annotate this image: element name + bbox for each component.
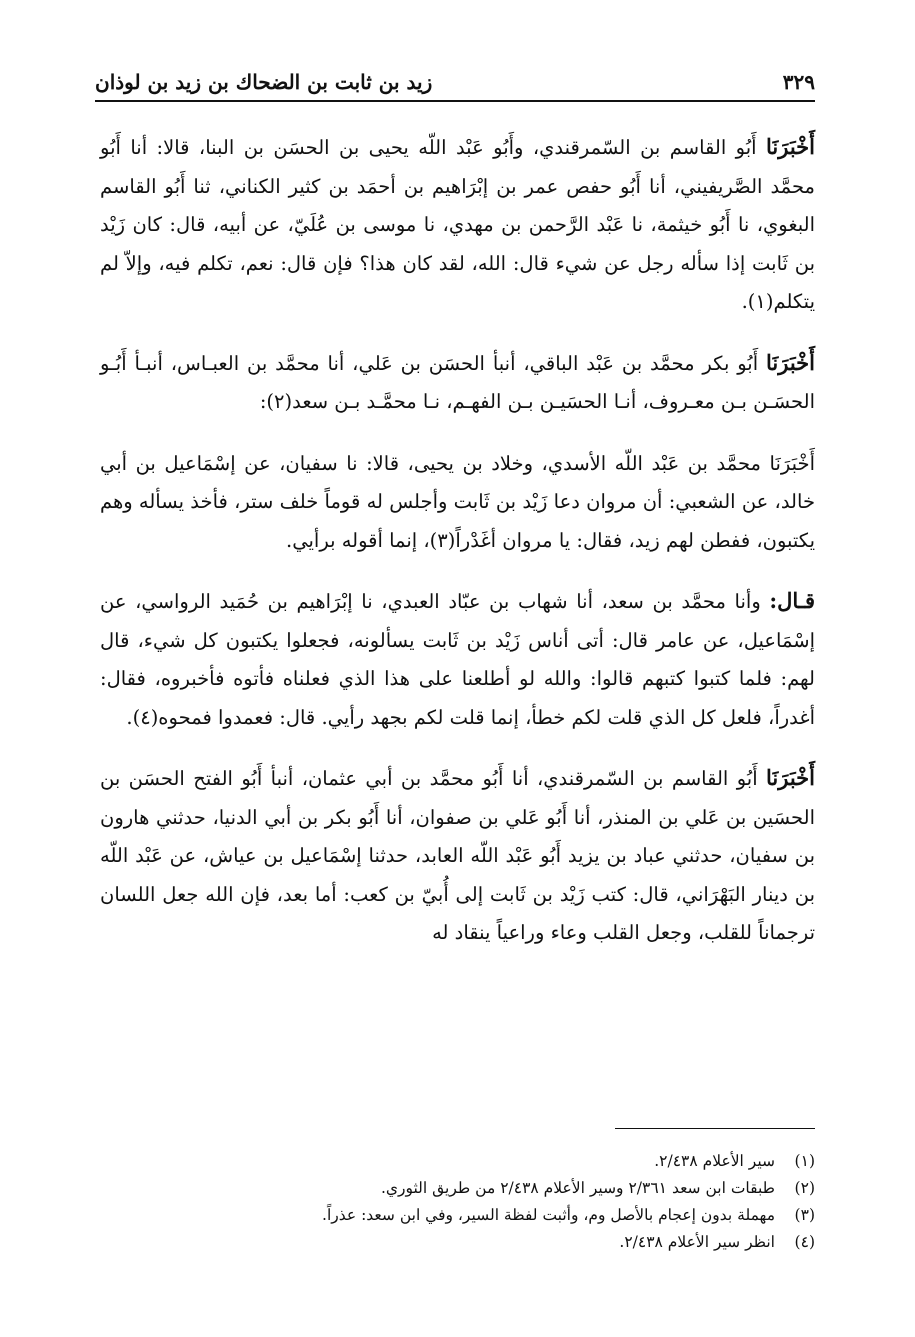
footnote-text: سير الأعلام ٢/٤٣٨. <box>654 1152 775 1170</box>
paragraph-3 <box>100 444 815 561</box>
running-header <box>95 58 815 102</box>
paragraph-1 <box>100 128 815 322</box>
footnote-1 <box>100 1148 815 1175</box>
paragraph-text: وأنا محمَّد بن سعد، أنا شهاب بن عبّاد العبدي، نا إبْرَاهيم بن حُمَيد الرواسي، عن إسْمَاعيل، عن عامر قال: أتى أناس زَيْد بن ثَابت يسألونه، فجعلوا يكتبون كل شيء، قال لهم: فلما كتبوا كتبهم قالوا: والله لو أطلعنا على هذا الذي فعلناه فأتوه فأخبروه، فقال: أغدراً، فلعل كل الذي قلت لكم خطأ، إنما قلت لكم بجهد رأيي. قال: فعمدوا فمحوه(٤). <box>100 590 815 729</box>
footnote-text: مهملة بدون إعجام بالأصل وم، وأثبت لفظة السير، وفي ابن سعد: عذراً. <box>322 1206 775 1224</box>
paragraph-2 <box>100 344 815 422</box>
page-number: ٣٢٩ <box>782 70 815 94</box>
footnote-3 <box>100 1202 815 1229</box>
footnote-divider <box>615 1128 815 1129</box>
paragraph-lead: قـال: <box>769 588 815 613</box>
footnote-number: (٣) <box>794 1206 815 1224</box>
footnote-4 <box>100 1229 815 1256</box>
paragraph-lead: أَخْبَرَنَا <box>766 349 815 375</box>
paragraph-text: أَبُو القاسم بن السّمرقندي، وأَبُو عَبْد اللّه يحيى بن الحسَن بن البنا، قالا: أنا أَبُو محمَّد الصَّريفيني، أنا أَبُو حفص عمر بن إبْرَاهيم بن أحمَد بن كثير الكناني، ثنا أَبُو القاسم البغوي، نا أَبُو خيثمة، نا عَبْد الرَّحمن بن مهدي، نا موسى بن عُلَيّ، عن أبيه، قال: كان زَيْد بن ثَابت إذا سأله رجل عن شيء قال: الله، لقد كان هذا؟ فإن قال: نعم، تكلم فيه، وإلاّ لم يتكلم(١). <box>100 136 816 313</box>
main-text <box>100 128 815 975</box>
running-title: زيد بن ثابت بن الضحاك بن زيد بن لوذان <box>95 70 433 94</box>
paragraph-lead: أَخْبَرَنَا <box>766 765 815 790</box>
footnotes <box>100 1148 815 1256</box>
footnote-number: (٤) <box>794 1233 815 1251</box>
footnote-2 <box>100 1175 815 1202</box>
footnote-number: (٢) <box>794 1179 815 1197</box>
paragraph-5 <box>100 759 815 953</box>
paragraph-4 <box>100 582 815 737</box>
footnote-number: (١) <box>794 1152 815 1170</box>
footnote-text: طبقات ابن سعد ٢/٣٦١ وسير الأعلام ٢/٤٣٨ من طريق الثوري. <box>380 1179 775 1197</box>
paragraph-lead: أَخْبَرَنَا <box>766 134 815 159</box>
paragraph-text: أَبُو القاسم بن السّمرقندي، أنا أَبُو محمَّد بن أبي عثمان، أنبأ أَبُو الفتح الحسَن بن الحسَين بن عَلي بن المنذر، أنا أَبُو عَلي بن صفوان، أنا أَبُو بكر بن أبي الدنيا، حدثني هارون بن سفيان، حدثني عباد بن يزيد أَبُو عَبْد اللّه العابد، حدثنا إسْمَاعيل بن عياش، عن عَبْد اللّه بن دينار البَهْرَاني، قال: كتب زَيْد بن ثَابت إلى أُبيّ بن كعب: أما بعد، فإن الله جعل اللسان ترجماناً للقلب، وجعل القلب وعاء وراعياً ينقاد له <box>100 767 815 944</box>
footnote-text: انظر سير الأعلام ٢/٤٣٨. <box>619 1233 775 1251</box>
paragraph-text: أَخْبَرَنَا محمَّد بن عَبْد اللّه الأسدي، وخلاد بن يحيى، قالا: نا سفيان، عن إسْمَاعيل بن أبي خالد، عن الشعبي: أن مروان دعا زَيْد بن ثَابت وأجلس له قوماً خلف ستر، فأخذ يسأله وهم يكتبون، ففطن لهم زيد، فقال: يا مروان أغَدْراً(٣)، إنما أقوله برأيي. <box>100 451 815 552</box>
paragraph-text: أَبُو بكر محمَّد بن عَبْد الباقي، أنبأ الحسَن بن عَلي، أنا محمَّد بن العبـاس، أنبـأ أَبُـو الحسَـن بـن معـروف، أنـا الحسَيـن بـن الفهـم، نـا محمَّـد بـن سعد(٢): <box>100 351 815 413</box>
